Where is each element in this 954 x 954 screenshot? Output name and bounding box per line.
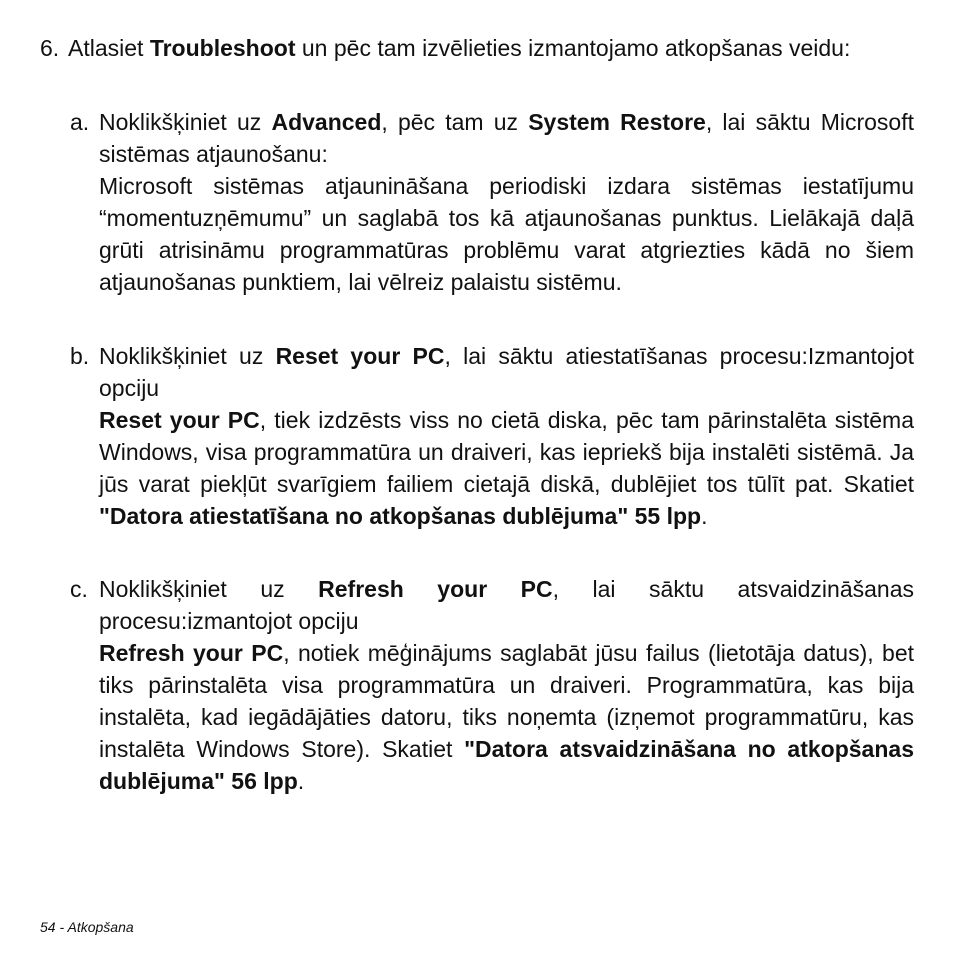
step-number: 6. xyxy=(40,35,60,61)
option-letter: a. xyxy=(70,109,90,135)
reset-reference: "Datora atiestatīšana no atkopšanas dublējuma" 55 lpp xyxy=(99,503,702,529)
reset-your-pc-term: Reset your PC xyxy=(275,343,445,369)
troubleshoot-term: Troubleshoot xyxy=(149,35,296,61)
option-letter: b. xyxy=(70,343,90,369)
option-b-intro: Noklikšķiniet uz Reset your PC, lai sāktu atiestatīšanas procesu:Izmantojot opciju xyxy=(99,343,914,401)
option-a-body xyxy=(99,106,914,298)
page-footer: 54 - Atkopšana xyxy=(40,919,134,935)
option-b xyxy=(70,340,914,532)
system-restore-term: System Restore xyxy=(528,109,706,135)
refresh-your-pc-term: Refresh your PC xyxy=(318,576,553,602)
step-6 xyxy=(40,32,914,64)
option-a-description: Microsoft sistēmas atjaunināšana periodiski izdara sistēmas iestatījumu “momentuzņēmumu” un saglabā tos kā atjaunošanas punktus. Lielākajā daļā grūti atrisināmu programmatūras problēmu varat atgriezties kādā no šiem atjaunošanas punktiem, lai vēlreiz palaistu sistēmu. xyxy=(99,173,914,295)
option-c-body xyxy=(99,573,914,797)
refresh-your-pc-term: Refresh your PC xyxy=(99,640,284,666)
reset-your-pc-term: Reset your PC xyxy=(99,407,260,433)
option-c-intro: Noklikšķiniet uz Refresh your PC, lai sāktu atsvaidzināšanas procesu:izmantojot opciju xyxy=(99,576,914,634)
option-b-body xyxy=(99,340,914,532)
step-6-text: Atlasiet Troubleshoot un pēc tam izvēlieties izmantojamo atkopšanas veidu: xyxy=(68,35,851,61)
advanced-term: Advanced xyxy=(271,109,382,135)
option-a-intro: Noklikšķiniet uz Advanced, pēc tam uz System Restore, lai sāktu Microsoft sistēmas atjaunošanu: xyxy=(99,109,915,167)
option-letter: c. xyxy=(70,576,88,602)
option-c xyxy=(70,573,914,797)
option-b-description: Reset your PC, tiek izdzēsts viss no cietā diska, pēc tam pārinstalēta sistēma Windows, visa programmatūra un draiveri, kas iepriekš bija instalēti sistēmā. Ja jūs varat piekļūt svarīgiem failiem cietajā diskā, dublējiet tos tūlīt pat. Skatiet "Datora atiestatīšana no atkopšanas dublējuma" 55 lpp. xyxy=(99,407,914,529)
option-c-description: Refresh your PC, notiek mēģinājums saglabāt jūsu failus (lietotāja datus), bet tiks pārinstalēta visa programmatūra un draiveri. Programmatūra, kas bija instalēta, kad iegādājāties datoru, tiks noņemta (izņemot programmatūru, kas instalēta Windows Store). Skatiet "Datora atsvaidzināšana no atkopšanas dublējuma" 56 lpp. xyxy=(99,640,914,794)
refresh-reference: "Datora atsvaidzināšana no atkopšanas dublējuma" 56 lpp xyxy=(99,736,914,794)
option-a xyxy=(70,106,914,298)
